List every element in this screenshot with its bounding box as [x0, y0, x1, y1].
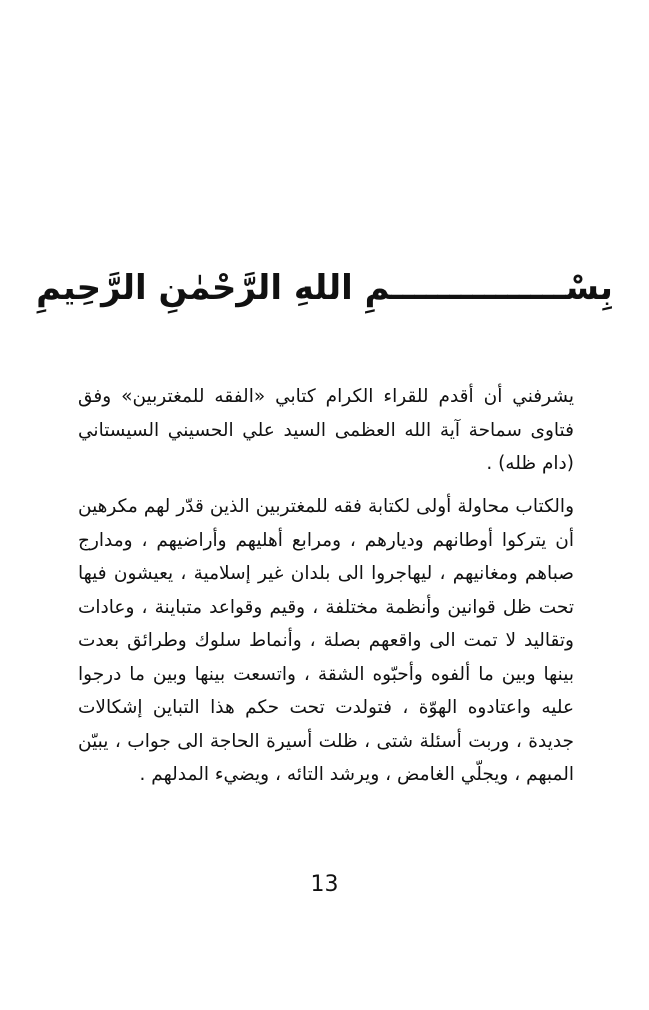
- paragraph-introduction: يشرفني أن أقدم للقراء الكرام كتابي «الفقه للمغتربين» وفق فتاوى سماحة آية الله العظمى السيد علي الحسيني السيستاني (دام ظله) .: [78, 386, 574, 474]
- page-number: 13: [310, 872, 339, 897]
- basmala-text: بِسْـــــــــــــــمِ اللهِ الرَّحْمٰنِ الرَّحِيمِ: [36, 268, 613, 308]
- paragraph-book-purpose: والكتاب محاولة أولى لكتابة فقه للمغتربين الذين قدّر لهم مكرهين أن يتركوا أوطانهم وديارهم ، ومرابع أهليهم وأراضيهم ، ومدارج صباهم ومغانيهم ، ليهاجروا الى بلدان غير إسلامية ، يعيشون فيها تحت ظل قوانين وأنظمة مختلفة ، وقيم وقواعد متباينة ، وعادات وتقاليد لا تمت الى واقعهم بصلة ، وأنماط سلوك وطرائق بعدت بينها وبين ما ألفوه وأحبّوه الشقة ، واتسعت بينها وبين ما درجوا عليه واعتادوه الهوّة ، فتولدت تحت حكم هذا التباين إشكالات جديدة ، وربت أسئلة شتى ، ظلت أسيرة الحاجة الى جواب ، يبيّن المبهم ، ويجلّي الغامض ، ويرشد التائه ، ويضيء المدلهم .: [78, 496, 574, 785]
- basmala-heading: [0, 258, 649, 338]
